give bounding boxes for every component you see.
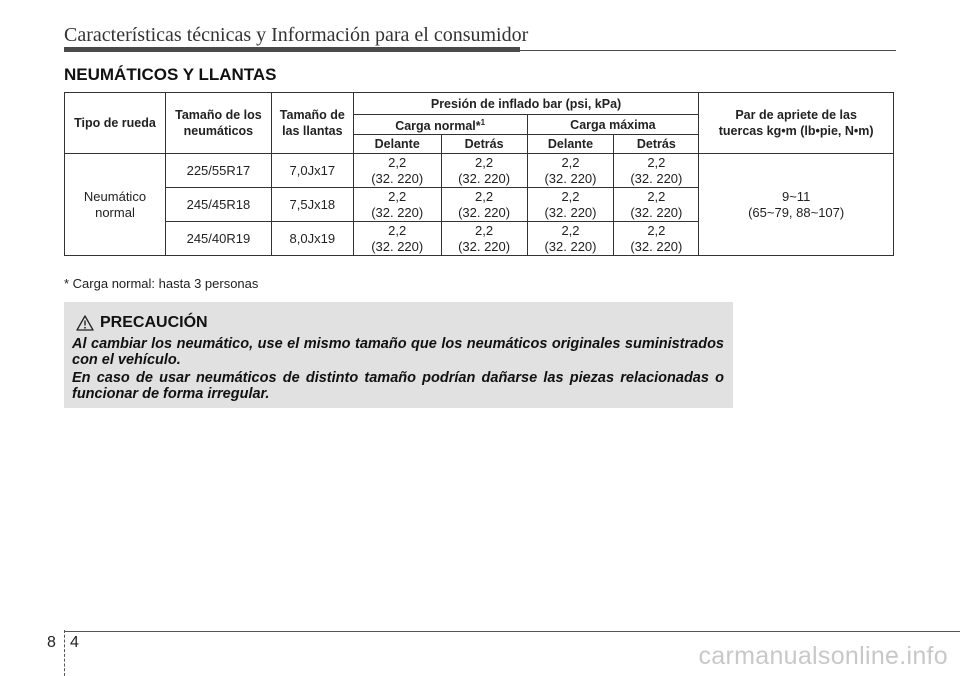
pressure-cell — [527, 154, 614, 188]
pressure-bar: 2,2 — [561, 188, 580, 204]
torque-units: (65~79, 88~107) — [748, 204, 845, 220]
pressure-psi: (32. 220) — [458, 238, 511, 254]
caution-paragraph-1: Al cambiar los neumático, use el mismo tamaño que los neumáticos originales suministrados con el vehículo. — [72, 336, 724, 368]
page-header-title: Características técnicas y Información para el consumidor — [64, 24, 529, 46]
pressure-bar: 2,2 — [388, 188, 407, 204]
pressure-psi: (32. 220) — [371, 170, 424, 186]
pressure-bar: 2,2 — [647, 154, 666, 170]
tire-size: 245/40R19 — [165, 222, 271, 256]
chapter-number: 8 — [47, 634, 56, 651]
tire-spec-table — [64, 92, 894, 256]
page-number: 4 — [70, 634, 79, 651]
pressure-bar: 2,2 — [647, 188, 666, 204]
header-par-line1: Par de apriete de las — [735, 108, 857, 123]
caution-body — [72, 336, 724, 404]
pressure-bar: 2,2 — [647, 222, 666, 238]
pressure-bar: 2,2 — [561, 154, 580, 170]
pressure-bar: 2,2 — [475, 154, 494, 170]
carga-normal-label: Carga normal* — [395, 119, 481, 134]
header-bar — [64, 47, 520, 52]
pressure-cell — [353, 222, 441, 256]
watermark: carmanualsonline.info — [698, 642, 948, 670]
torque-value: 9~11 — [781, 188, 811, 204]
pressure-psi: (32. 220) — [544, 170, 597, 186]
pressure-cell — [441, 222, 527, 256]
caution-box — [64, 302, 733, 408]
header-presion: Presión de inflado bar (psi, kPa) — [353, 93, 699, 115]
footer-divider — [64, 630, 66, 676]
caution-title: PRECAUCIÓN — [100, 314, 208, 331]
torque-cell — [699, 154, 894, 256]
pressure-psi: (32. 220) — [630, 204, 683, 220]
section-title: NEUMÁTICOS Y LLANTAS — [64, 65, 277, 84]
pressure-cell — [441, 188, 527, 222]
header-rule — [520, 50, 896, 51]
pressure-psi: (32. 220) — [371, 204, 424, 220]
header-detras-normal: Detrás — [441, 135, 527, 154]
header-delante-normal: Delante — [353, 135, 441, 154]
pressure-psi: (32. 220) — [458, 204, 511, 220]
pressure-bar: 2,2 — [388, 222, 407, 238]
tire-size: 245/45R18 — [165, 188, 271, 222]
pressure-cell — [353, 188, 441, 222]
header-par-line2: tuercas kg•m (lb•pie, N•m) — [718, 124, 874, 139]
footer-rule — [64, 631, 960, 632]
caution-paragraph-2: En caso de usar neumáticos de distinto tamaño podrían dañarse las piezas relacionadas o funcionar de forma irregular. — [72, 370, 724, 402]
carga-normal-superscript: 1 — [480, 118, 486, 127]
pressure-psi: (32. 220) — [458, 170, 511, 186]
header-delante-maxima: Delante — [527, 135, 614, 154]
pressure-psi: (32. 220) — [371, 238, 424, 254]
pressure-cell — [614, 188, 699, 222]
pressure-bar: 2,2 — [388, 154, 407, 170]
pressure-psi: (32. 220) — [544, 204, 597, 220]
header-tamano-llantas: Tamaño de las llantas — [271, 93, 353, 154]
pressure-cell — [527, 222, 614, 256]
tire-size: 225/55R17 — [165, 154, 271, 188]
pressure-cell — [614, 222, 699, 256]
pressure-cell — [441, 154, 527, 188]
pressure-psi: (32. 220) — [630, 170, 683, 186]
pressure-cell — [614, 154, 699, 188]
rim-size: 7,5Jx18 — [271, 188, 353, 222]
pressure-cell — [353, 154, 441, 188]
header-detras-maxima: Detrás — [614, 135, 699, 154]
header-carga-maxima: Carga máxima — [527, 115, 699, 135]
pressure-psi: (32. 220) — [630, 238, 683, 254]
table-row — [65, 154, 894, 188]
rim-size: 7,0Jx17 — [271, 154, 353, 188]
header-tamano-neumaticos: Tamaño de los neumáticos — [165, 93, 271, 154]
caution-header — [76, 314, 208, 332]
header-par-apriete — [699, 93, 894, 154]
table-footnote: * Carga normal: hasta 3 personas — [64, 276, 259, 291]
tipo-rueda-cell: Neumático normal — [65, 154, 166, 256]
rim-size: 8,0Jx19 — [271, 222, 353, 256]
pressure-psi: (32. 220) — [544, 238, 597, 254]
header-tipo: Tipo de rueda — [65, 93, 166, 154]
pressure-cell — [527, 188, 614, 222]
header-carga-normal — [353, 115, 527, 135]
pressure-bar: 2,2 — [475, 188, 494, 204]
pressure-bar: 2,2 — [475, 222, 494, 238]
warning-triangle-icon — [76, 315, 94, 331]
pressure-bar: 2,2 — [561, 222, 580, 238]
